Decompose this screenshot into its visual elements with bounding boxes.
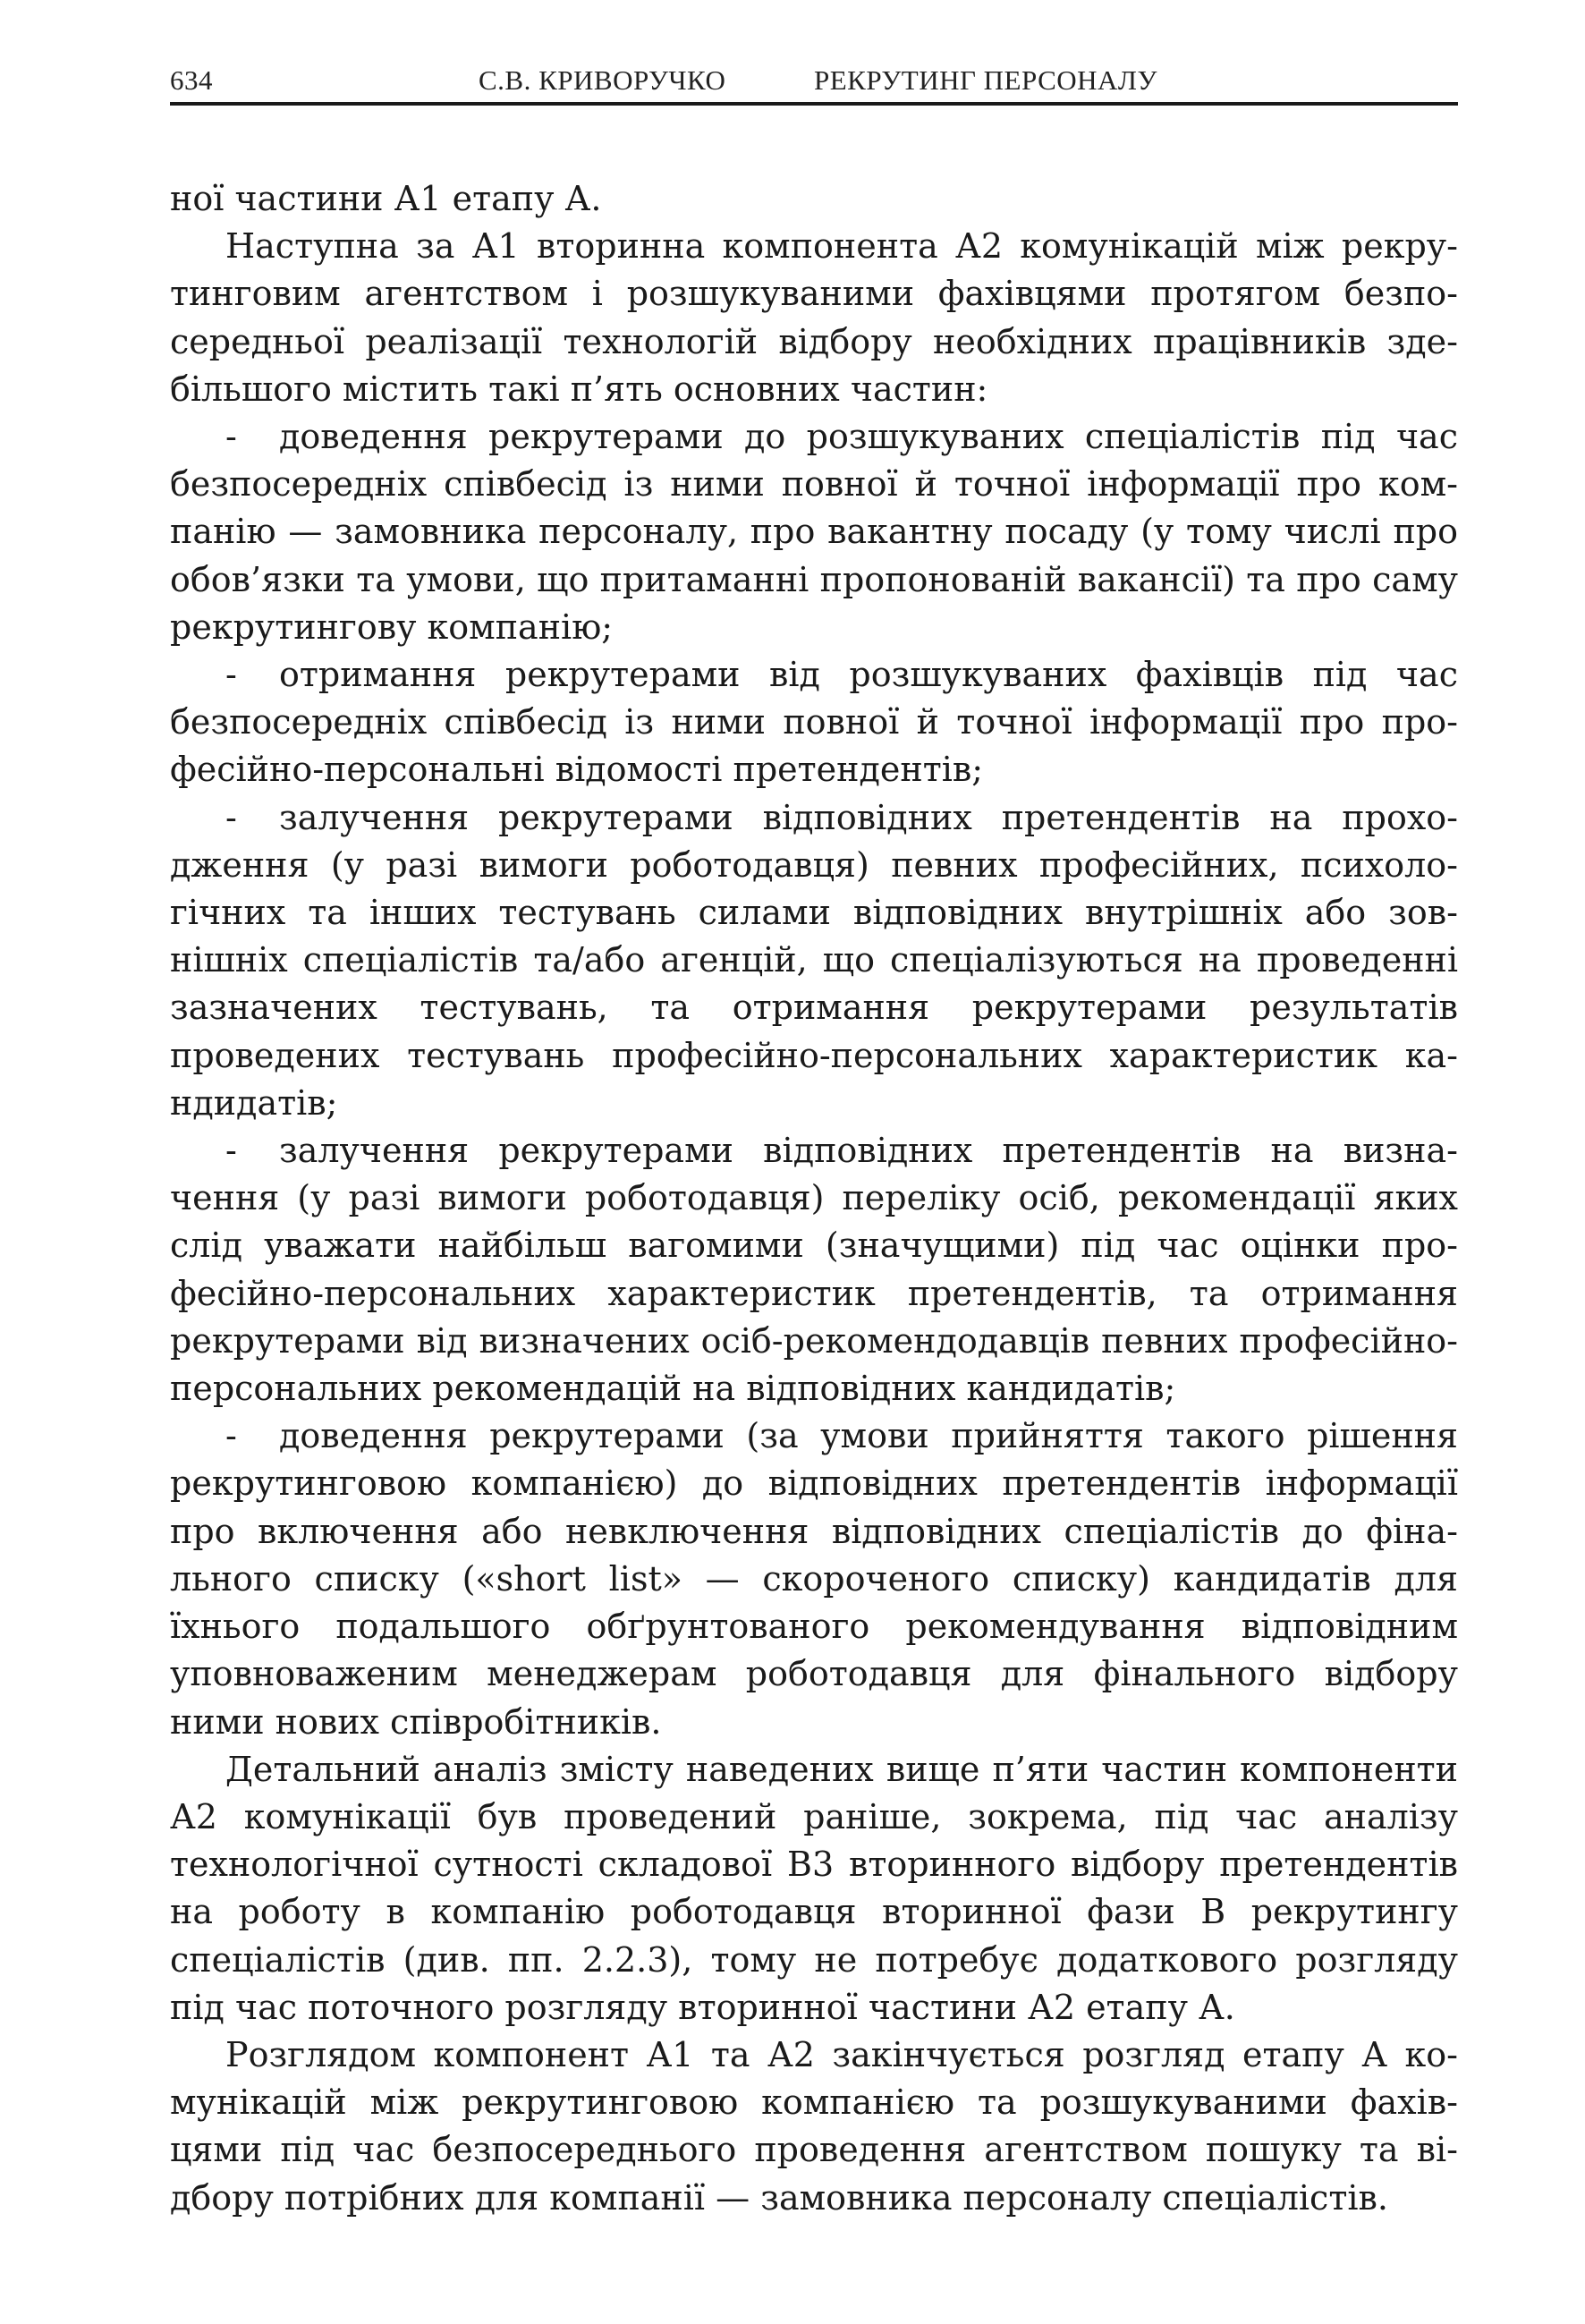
list-item	[170, 1127, 1458, 1412]
list-dash: -	[225, 1416, 237, 1456]
list-item-text: доведення рекрутерами (за умови прийняття такого рішення рекрутинговою компанією) до відповідних претендентів інформації про включення або невключення відповідних спеціалістів до фінального списку («short list» — скороченого списку) кандидатів для їхнього подальшого обґрунтованого рекомендування відповідним уповноваженим менеджерам роботодавця для фінального відбору ними нових співробітників.	[170, 1416, 1458, 1742]
list-dash: -	[225, 1131, 237, 1171]
paragraph-analysis: Детальний аналіз змісту наведених вище п’яти частин компоненти А2 комунікації був проведений раніше, зокрема, під час аналізу технологічної сутності складової В3 вторинного відбору претендентів на роботу в компанію роботодавця вторинної фази В рекрутингу спеціалістів (див. пп. 2.2.3), тому не потребує додаткового розгляду під час поточного розгляду вторинної частини А2 етапу А.	[170, 1749, 1458, 2027]
page-number: 634	[170, 64, 213, 96]
book-title: РЕКРУТИНГ ПЕРСОНАЛУ	[814, 64, 1157, 96]
list-item	[170, 794, 1458, 1127]
body-text	[170, 175, 1458, 2222]
list-item-text: доведення рекрутерами до розшукуваних спеціалістів під час безпосередніх співбесід із ними повної й точної інформації про компанію — замовника персоналу, про вакантну посаду (у тому числі про обов’язки та умови, що притаманні пропонованій вакансії) та про саму рекрутингову компанію;	[170, 417, 1458, 647]
list-dash: -	[225, 797, 237, 837]
list-dash: -	[225, 417, 237, 457]
list-item-text: залучення рекрутерами відповідних претендентів на визначення (у разі вимоги роботодавця) переліку осіб, рекомендації яких слід уважати найбільш вагомими (значущими) під час оцінки професійно-персональних характеристик претендентів, та отримання рекрутерами від визначених осіб-рекомендодавців певних професійно-персональних рекомендацій на відповідних кандидатів;	[170, 1131, 1458, 1409]
paragraph-conclusion: Розглядом компонент А1 та А2 закінчується розгляд етапу А комунікацій між рекрутинговою компанією та розшукуваними фахівцями під час безпосереднього проведення агентством пошуку та відбору потрібних для компанії — замовника персоналу спеціалістів.	[170, 2034, 1458, 2218]
list-item-text: залучення рекрутерами відповідних претендентів на проходження (у разі вимоги роботодавця) певних професійних, психологічних та інших тестувань силами відповідних внутрішніх або зовнішніх спеціалістів та/або агенцій, що спеціалізуються на проведенні зазначених тестувань, та отримання рекрутерами результатів проведених тестувань професійно-персональних характеристик кандидатів;	[170, 797, 1458, 1123]
list-item	[170, 651, 1458, 794]
list-item-text: отримання рекрутерами від розшукуваних фахівців під час безпосередніх співбесід із ними повної й точної інформації про професійно-персональні відомості претендентів;	[170, 655, 1458, 790]
paragraph-continuation: ної частини А1 етапу А.	[170, 179, 602, 218]
running-header	[170, 57, 1458, 102]
list-dash: -	[225, 655, 237, 695]
list-item	[170, 413, 1458, 651]
author-name: С.В. КРИВОРУЧКО	[479, 64, 726, 96]
list-item	[170, 1412, 1458, 1745]
paragraph-intro: Наступна за А1 вторинна компонента А2 комунікацій між рекрутинговим агентством і розшукуваними фахівцями протягом безпосередньої реалізації технологій відбору необхідних працівників здебільшого містить такі п’ять основних частин:	[170, 226, 1458, 409]
header-divider	[170, 102, 1458, 106]
